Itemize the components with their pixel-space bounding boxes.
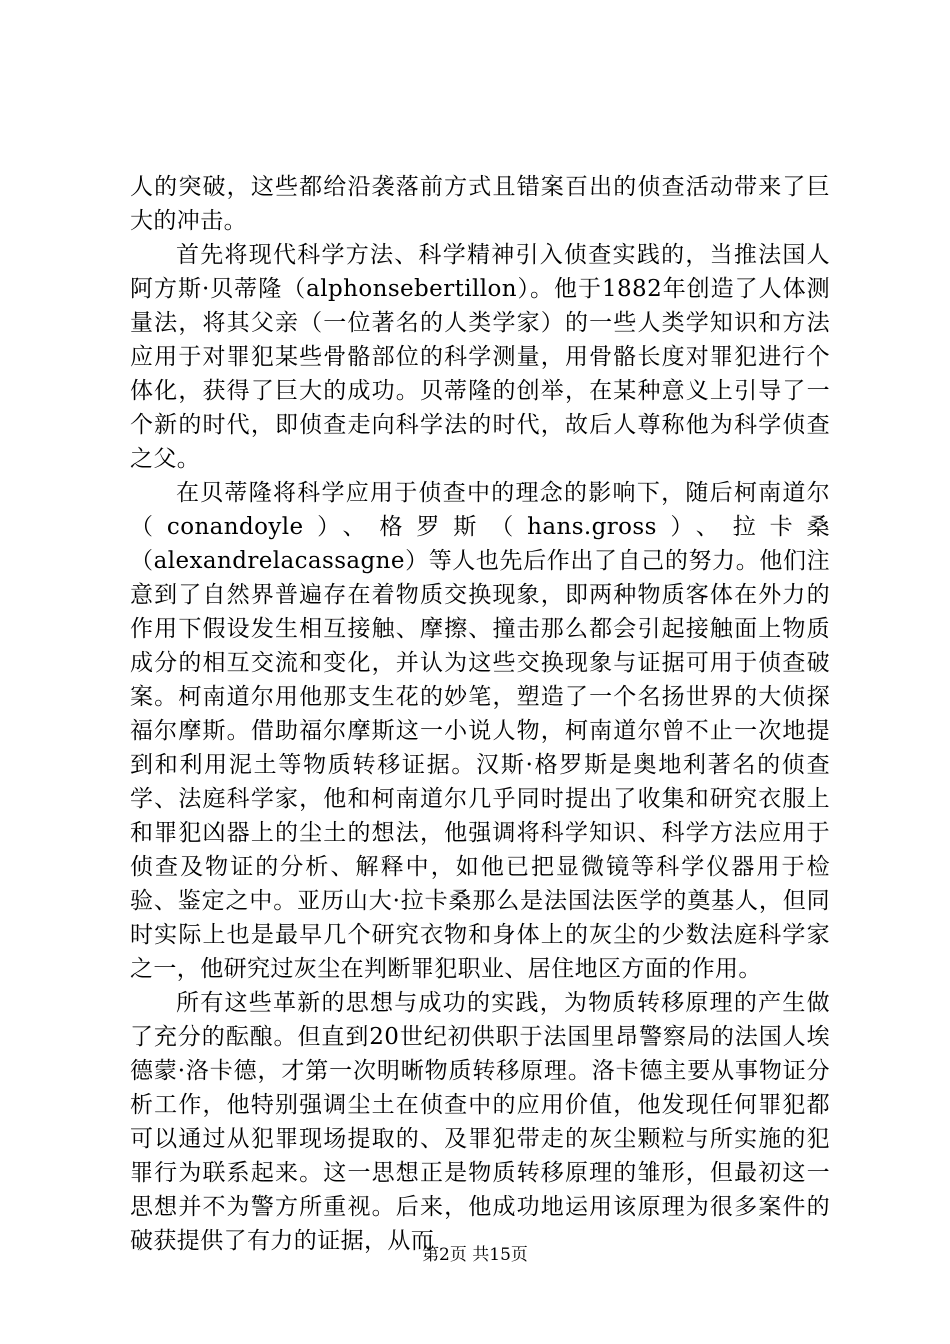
paragraph-locard: 所有这些革新的思想与成功的实践，为物质转移原理的产生做了充分的酝酿。但直到20世纪初供职于法国里昂警察局的法国人埃德蒙·洛卡德，才第一次明晰物质转移原理。洛卡德主要从事物证分析工作，他特别强调尘土在侦查中的应用价值，他发现任何罪犯都可以通过从犯罪现场提取的、及罪犯带走的灰尘颗粒与所实施的犯罪行为联系起来。这一思想正是物质转移原理的雏形，但最初这一思想并不为警方所重视。后来，他成功地运用该原理为很多案件的破获提供了有力的证据，从而 [130, 990, 830, 1254]
page-number-footer: 第2页 共15页 [422, 1245, 528, 1265]
document-body [130, 170, 830, 1258]
paragraph-successors: 在贝蒂隆将科学应用于侦查中的理念的影响下，随后柯南道尔（conandoyle）、格罗斯（hans.gross）、拉卡桑（alexandrelacassagne）等人也先后作出了自己的努力。他们注意到了自然界普遍存在着物质交换现象，即两种物质客体在外力的作用下假设发生相互接触、摩擦、撞击那么都会引起接触面上物质成分的相互交流和变化，并认为这些交换现象与证据可用于侦查破案。柯南道尔用他那支生花的妙笔，塑造了一个名扬世界的大侦探福尔摩斯。借助福尔摩斯这一小说人物，柯南道尔曾不止一次地提到和利用泥土等物质转移证据。汉斯·格罗斯是奥地利著名的侦查学、法庭科学家，他和柯南道尔几乎同时提出了收集和研究衣服上和罪犯凶器上的尘土的想法，他强调将科学知识、科学方法应用于侦查及物证的分析、解释中，如他已把显微镜等科学仪器用于检验、鉴定之中。亚历山大·拉卡桑那么是法国法医学的奠基人，但同时实际上也是最早几个研究衣物和身体上的灰尘的少数法庭科学家之一，他研究过灰尘在判断罪犯职业、居住地区方面的作用。 [130, 480, 830, 982]
paragraph-bertillon: 首先将现代科学方法、科学精神引入侦查实践的，当推法国人阿方斯·贝蒂隆（alphonsebertillon）。他于1882年创造了人体测量法，将其父亲（一位著名的人类学家）的一些人类学知识和方法应用于对罪犯某些骨骼部位的科学测量，用骨骼长度对罪犯进行个体化，获得了巨大的成功。贝蒂隆的创举，在某种意义上引导了一个新的时代，即侦查走向科学法的时代，故后人尊称他为科学侦查之父。 [130, 242, 830, 472]
paragraph-continuation: 人的突破，这些都给沿袭落前方式且错案百出的侦查活动带来了巨大的冲击。 [130, 174, 830, 234]
